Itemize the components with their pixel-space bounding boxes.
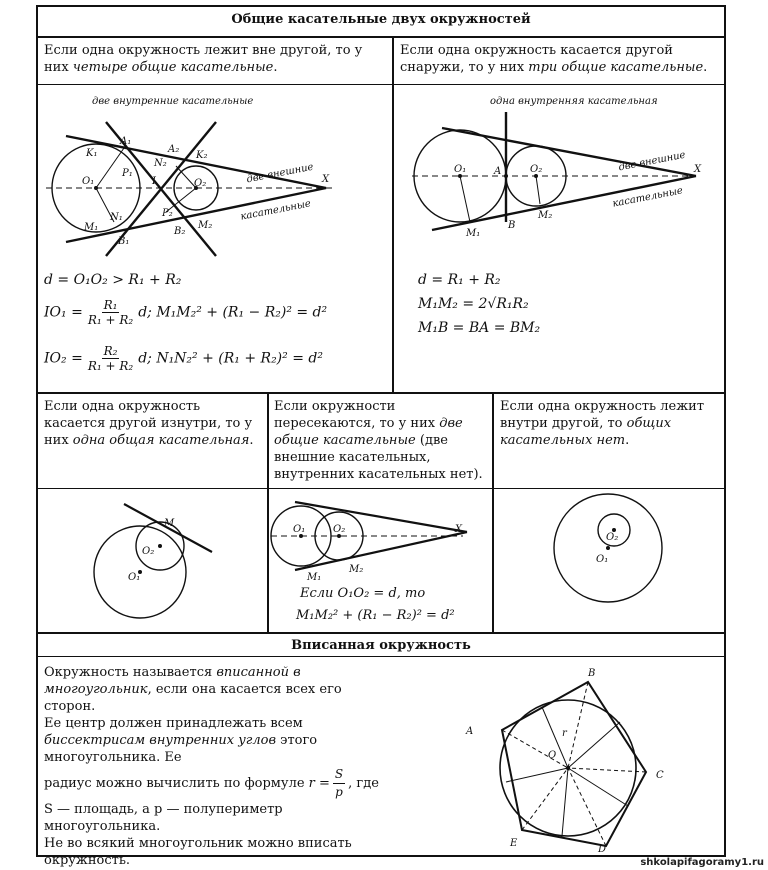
diagram-intersecting <box>267 488 492 588</box>
label-B2: B₂ <box>174 226 186 237</box>
diagram-external-circles <box>36 84 392 264</box>
diagram-inscribed-polygon <box>392 656 726 856</box>
label-E: E <box>510 838 518 849</box>
label-M1: M₁ <box>466 228 481 239</box>
label-B1: B₁ <box>118 236 130 247</box>
watermark: shkolapifagoramy1.ru <box>640 857 764 868</box>
section-title-inscribed: Вписанная окружность <box>291 638 471 653</box>
label-O: O <box>548 750 557 761</box>
section-title-tangents: Общие касательные двух окружностей <box>231 12 531 27</box>
case4-text: Если окружности пересекаются, то у них две общие касательные (две внешние касательных, внутренних касательных нет). <box>274 399 483 482</box>
case1-formula-IO2: IO₂ = $\frac{\text{R₂}}{\text{R₁ + R₂}}$ d; N₁N₂² + (R₁ + R₂)² = d² <box>44 344 323 373</box>
label-K2: K₂ <box>196 150 208 161</box>
label-O2: O₂ <box>606 532 619 543</box>
label-r: r <box>562 728 567 739</box>
label-N1: N₁ <box>110 212 123 223</box>
label-O1: O₁ <box>596 554 609 565</box>
label-external-tangents-2: касательные <box>611 185 684 210</box>
diagram-nested <box>492 488 726 632</box>
case2-formula-M1M2: M₁M₂ = 2√R₁R₂ <box>418 296 529 312</box>
divider <box>36 632 726 634</box>
label-external-tangents-1: две внешние <box>245 161 315 186</box>
label-M: M <box>164 518 175 529</box>
label-D: D <box>598 844 607 855</box>
label-O1: O₁ <box>82 176 95 187</box>
label-O2: O₂ <box>142 546 155 557</box>
label-O1: O₁ <box>128 572 141 583</box>
case1-formula-IO1: IO₁ = $\frac{\text{R₁}}{\text{R₁ + R₂}}$ d; M₁M₂² + (R₁ − R₂)² = d² <box>44 298 328 327</box>
case4-formula: M₁M₂² + (R₁ − R₂)² = d² <box>296 608 455 623</box>
case2-text: Если одна окружность касается другой снаружи, то у них три общие касательные. <box>400 43 708 75</box>
diagram-touching-internally <box>36 488 267 632</box>
label-M2: M₂ <box>198 220 213 231</box>
label-P1: P₁ <box>122 168 133 179</box>
label-internal-tangents: две внутренние касательные <box>92 96 254 107</box>
label-X: X <box>322 174 330 185</box>
diagram-touching-externally <box>392 84 726 254</box>
label-external-tangents-1: две внешние <box>617 149 687 174</box>
label-I: I <box>152 176 156 187</box>
label-X: X <box>694 164 702 175</box>
case3-text: Если одна окружность касается другой изнутри, то у них одна общая касательная. <box>44 399 254 448</box>
label-N2: N₂ <box>154 158 167 169</box>
inscribed-text: Окружность называется вписанной в многоугольник, если она касается всех его сторон. Ее центр должен принадлежать всем биссектрисам внутренних углов этого многоугольника. Ее радиус можно вычислить по формуле r = $\frac{S}{p}$ , где S — площадь, а p — полупериметр многоугольника. Не во всякий многоугольник можно вписать окружность. <box>44 665 379 868</box>
case2-formula-M1B: M₁B = BA = BM₂ <box>418 320 541 336</box>
divider <box>36 392 726 394</box>
label-M1: M₁ <box>84 222 99 233</box>
label-M2: M₂ <box>538 210 553 221</box>
label-B: B <box>588 668 596 679</box>
label-O1: O₁ <box>454 164 467 175</box>
case1-formula-distance: d = O₁O₂ > R₁ + R₂ <box>44 272 182 288</box>
label-A1: A₁ <box>120 136 132 147</box>
label-X: X <box>455 524 463 535</box>
divider <box>36 36 726 38</box>
label-C: C <box>656 770 664 781</box>
label-M2: M₂ <box>349 564 364 575</box>
case4-formula-condition: Если O₁O₂ = d, то <box>300 586 426 601</box>
label-A: A <box>494 166 502 177</box>
label-external-tangents-2: касательные <box>239 198 312 223</box>
label-B: B <box>508 220 516 231</box>
label-O2: O₂ <box>333 524 346 535</box>
case2-formula-distance: d = R₁ + R₂ <box>418 272 501 288</box>
label-A: A <box>466 726 474 737</box>
label-A2: A₂ <box>168 144 180 155</box>
label-O2: O₂ <box>530 164 543 175</box>
label-internal-tangent: одна внутренняя касательная <box>490 96 658 107</box>
label-M1: M₁ <box>307 572 322 583</box>
label-K1: K₁ <box>86 148 98 159</box>
case1-text: Если одна окружность лежит вне другой, то у них четыре общие касательные. <box>44 43 363 75</box>
label-P2: P₂ <box>162 208 173 219</box>
label-O2: O₂ <box>194 178 207 189</box>
case5-text: Если одна окружность лежит внутри другой, то общих касательных нет. <box>500 399 705 448</box>
label-O1: O₁ <box>293 524 306 535</box>
